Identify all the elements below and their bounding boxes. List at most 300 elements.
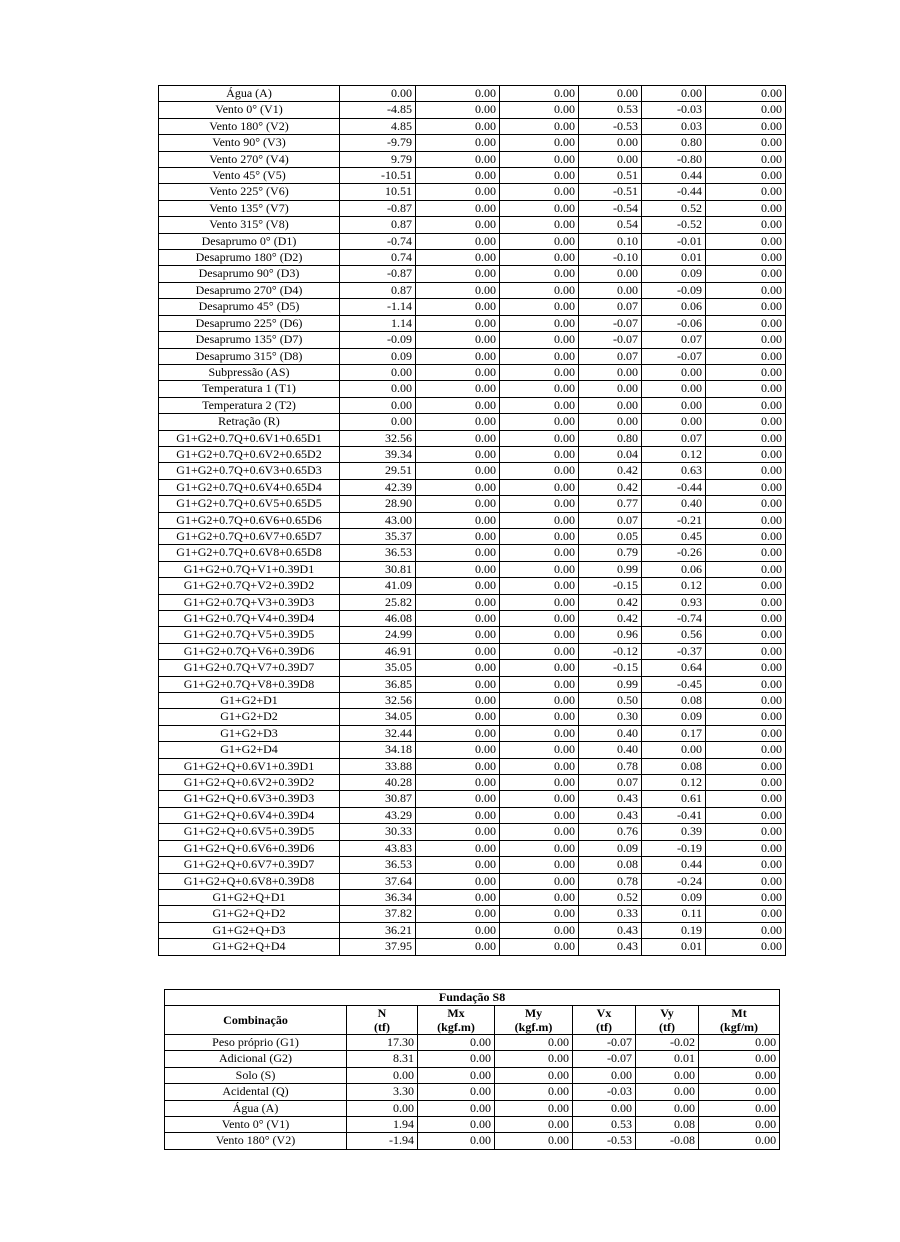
value-cell: 0.00 — [418, 1133, 495, 1149]
value-cell: 0.43 — [579, 922, 642, 938]
value-cell: 29.51 — [340, 463, 416, 479]
value-cell: 0.00 — [706, 775, 786, 791]
combination-cell: G1+G2+Q+D3 — [159, 922, 340, 938]
value-cell: 0.00 — [500, 824, 579, 840]
value-cell: -0.19 — [642, 840, 706, 856]
value-cell: -0.07 — [579, 315, 642, 331]
table-row — [159, 315, 786, 331]
value-cell: 0.00 — [416, 86, 500, 102]
value-cell: 0.00 — [416, 348, 500, 364]
table-row — [159, 676, 786, 692]
table-row — [159, 348, 786, 364]
value-cell: 0.40 — [642, 496, 706, 512]
value-cell: 0.00 — [416, 479, 500, 495]
table-body — [165, 1035, 780, 1150]
value-cell: 36.34 — [340, 889, 416, 905]
value-cell: 0.00 — [642, 414, 706, 430]
value-cell: 0.00 — [416, 151, 500, 167]
value-cell: 0.00 — [706, 348, 786, 364]
table-row — [159, 873, 786, 889]
combination-cell: Vento 0° (V1) — [159, 102, 340, 118]
value-cell: 0.09 — [642, 709, 706, 725]
table-row — [159, 430, 786, 446]
value-cell: 0.00 — [500, 397, 579, 413]
value-cell: 0.17 — [642, 725, 706, 741]
value-cell: 0.11 — [642, 906, 706, 922]
value-cell: 0.00 — [706, 168, 786, 184]
value-cell: 0.00 — [500, 578, 579, 594]
table-row — [159, 217, 786, 233]
value-cell: 0.00 — [706, 430, 786, 446]
value-cell: 0.00 — [706, 102, 786, 118]
value-cell: 0.00 — [416, 561, 500, 577]
value-cell: 0.52 — [642, 200, 706, 216]
value-cell: 3.30 — [347, 1084, 418, 1100]
value-cell: 0.00 — [416, 873, 500, 889]
combination-cell: G1+G2+0.7Q+0.6V4+0.65D4 — [159, 479, 340, 495]
table-row — [159, 397, 786, 413]
value-cell: 0.00 — [500, 660, 579, 676]
table-row — [159, 463, 786, 479]
table-row — [159, 151, 786, 167]
value-cell: 0.99 — [579, 561, 642, 577]
value-cell: 0.00 — [699, 1084, 780, 1100]
value-cell: 0.96 — [579, 627, 642, 643]
combination-cell: Temperatura 1 (T1) — [159, 381, 340, 397]
table-row — [159, 282, 786, 298]
value-cell: 0.42 — [579, 611, 642, 627]
value-cell: 0.12 — [642, 775, 706, 791]
value-cell: 30.87 — [340, 791, 416, 807]
value-cell: 39.34 — [340, 446, 416, 462]
combination-cell: Vento 225° (V6) — [159, 184, 340, 200]
combination-cell: G1+G2+0.7Q+V8+0.39D8 — [159, 676, 340, 692]
value-cell: 36.85 — [340, 676, 416, 692]
table-row — [159, 266, 786, 282]
value-cell: 0.00 — [706, 250, 786, 266]
combination-cell: G1+G2+0.7Q+0.6V8+0.65D8 — [159, 545, 340, 561]
value-cell: 0.07 — [579, 775, 642, 791]
value-cell: 0.00 — [500, 627, 579, 643]
value-cell: 0.00 — [706, 627, 786, 643]
value-cell: 0.06 — [642, 299, 706, 315]
value-cell: 0.99 — [579, 676, 642, 692]
value-cell: 36.53 — [340, 545, 416, 561]
value-cell: 0.50 — [579, 693, 642, 709]
value-cell: 0.00 — [495, 1067, 573, 1083]
value-cell: -0.53 — [573, 1133, 636, 1149]
value-cell: 0.12 — [642, 578, 706, 594]
value-cell: 0.80 — [579, 430, 642, 446]
value-cell: 0.00 — [495, 1133, 573, 1149]
value-cell: 0.00 — [706, 545, 786, 561]
value-cell: 0.00 — [416, 775, 500, 791]
value-cell: 0.00 — [706, 594, 786, 610]
value-cell: 0.00 — [699, 1051, 780, 1067]
table-row — [159, 709, 786, 725]
combination-cell: G1+G2+Q+0.6V5+0.39D5 — [159, 824, 340, 840]
value-cell: -0.54 — [579, 200, 642, 216]
table-row — [159, 807, 786, 823]
value-cell: 0.00 — [500, 118, 579, 134]
value-cell: 0.00 — [416, 857, 500, 873]
value-cell: 0.00 — [636, 1100, 699, 1116]
table-row — [159, 446, 786, 462]
value-cell: 0.00 — [416, 233, 500, 249]
value-cell: 0.00 — [706, 807, 786, 823]
value-cell: 0.00 — [416, 397, 500, 413]
value-cell: 0.30 — [579, 709, 642, 725]
value-cell: 0.00 — [706, 611, 786, 627]
value-cell: 0.00 — [706, 332, 786, 348]
value-cell: 0.53 — [579, 102, 642, 118]
value-cell: 0.00 — [418, 1100, 495, 1116]
value-cell: -0.09 — [340, 332, 416, 348]
value-cell: 0.00 — [416, 594, 500, 610]
combination-cell: Vento 270° (V4) — [159, 151, 340, 167]
value-cell: 24.99 — [340, 627, 416, 643]
table-row — [165, 1051, 780, 1067]
value-cell: 0.40 — [579, 725, 642, 741]
combination-cell: G1+G2+D1 — [159, 693, 340, 709]
value-cell: 0.00 — [706, 693, 786, 709]
value-cell: -0.44 — [642, 479, 706, 495]
value-cell: 0.00 — [706, 381, 786, 397]
value-cell: 0.00 — [416, 135, 500, 151]
value-cell: 0.00 — [706, 709, 786, 725]
value-cell: 0.08 — [579, 857, 642, 873]
combination-cell: G1+G2+0.7Q+0.6V1+0.65D1 — [159, 430, 340, 446]
column-header-mx: Mx (kgf.m) — [418, 1006, 495, 1035]
value-cell: 0.00 — [579, 397, 642, 413]
table-row — [159, 102, 786, 118]
table-row — [165, 1084, 780, 1100]
value-cell: 0.08 — [636, 1117, 699, 1133]
column-header-combinacao: Combinação — [165, 1006, 347, 1035]
combination-cell: Vento 45° (V5) — [159, 168, 340, 184]
combination-cell: Desaprumo 270° (D4) — [159, 282, 340, 298]
value-cell: 0.39 — [642, 824, 706, 840]
value-cell: 0.00 — [500, 840, 579, 856]
column-header-my: My (kgf.m) — [495, 1006, 573, 1035]
value-cell: 0.00 — [347, 1067, 418, 1083]
table-row — [159, 381, 786, 397]
value-cell: 30.33 — [340, 824, 416, 840]
value-cell: 0.00 — [418, 1067, 495, 1083]
combination-cell: Peso próprio (G1) — [165, 1035, 347, 1051]
value-cell: 0.00 — [500, 857, 579, 873]
value-cell: 0.00 — [642, 742, 706, 758]
value-cell: 0.00 — [500, 217, 579, 233]
value-cell: 0.00 — [706, 463, 786, 479]
value-cell: 0.00 — [500, 939, 579, 955]
value-cell: 0.00 — [706, 643, 786, 659]
value-cell: 0.00 — [500, 315, 579, 331]
value-cell: -0.07 — [573, 1051, 636, 1067]
value-cell: 0.00 — [416, 102, 500, 118]
combinations-table-continued — [158, 85, 786, 956]
value-cell: 0.00 — [706, 840, 786, 856]
table-row — [159, 86, 786, 102]
value-cell: 0.00 — [416, 693, 500, 709]
value-cell: 36.21 — [340, 922, 416, 938]
value-cell: 0.00 — [500, 151, 579, 167]
value-cell: -0.07 — [573, 1035, 636, 1051]
value-cell: -0.74 — [340, 233, 416, 249]
table-row — [159, 824, 786, 840]
value-cell: 0.00 — [706, 742, 786, 758]
value-cell: -0.80 — [642, 151, 706, 167]
value-cell: 0.00 — [500, 184, 579, 200]
table-row — [159, 906, 786, 922]
value-cell: 0.53 — [573, 1117, 636, 1133]
value-cell: 10.51 — [340, 184, 416, 200]
combination-cell: Desaprumo 225° (D6) — [159, 315, 340, 331]
value-cell: 0.00 — [500, 299, 579, 315]
combination-cell: Vento 0° (V1) — [165, 1117, 347, 1133]
combination-cell: Água (A) — [165, 1100, 347, 1116]
value-cell: 0.77 — [579, 496, 642, 512]
combination-cell: G1+G2+D2 — [159, 709, 340, 725]
table-row — [159, 725, 786, 741]
table-row — [165, 1067, 780, 1083]
value-cell: 0.00 — [500, 233, 579, 249]
value-cell: 1.94 — [347, 1117, 418, 1133]
table-body — [159, 86, 786, 956]
value-cell: 0.00 — [706, 758, 786, 774]
value-cell: 0.00 — [416, 676, 500, 692]
value-cell: 0.00 — [500, 381, 579, 397]
value-cell: 0.00 — [699, 1133, 780, 1149]
value-cell: -0.26 — [642, 545, 706, 561]
value-cell: 0.00 — [706, 939, 786, 955]
value-cell: 0.00 — [500, 282, 579, 298]
value-cell: 0.43 — [579, 939, 642, 955]
combination-cell: Vento 315° (V8) — [159, 217, 340, 233]
value-cell: 0.00 — [500, 693, 579, 709]
value-cell: -0.44 — [642, 184, 706, 200]
column-header-vx: Vx (tf) — [573, 1006, 636, 1035]
value-cell: 0.00 — [500, 463, 579, 479]
value-cell: 0.00 — [706, 217, 786, 233]
table-row — [159, 857, 786, 873]
value-cell: 0.00 — [495, 1051, 573, 1067]
value-cell: 0.00 — [706, 578, 786, 594]
value-cell: -0.87 — [340, 266, 416, 282]
combination-cell: G1+G2+Q+0.6V8+0.39D8 — [159, 873, 340, 889]
combination-cell: G1+G2+0.7Q+V1+0.39D1 — [159, 561, 340, 577]
value-cell: 0.00 — [416, 496, 500, 512]
combination-cell: G1+G2+0.7Q+0.6V6+0.65D6 — [159, 512, 340, 528]
value-cell: 0.00 — [706, 906, 786, 922]
value-cell: 0.12 — [642, 446, 706, 462]
value-cell: 34.18 — [340, 742, 416, 758]
value-cell: 40.28 — [340, 775, 416, 791]
value-cell: 0.00 — [340, 364, 416, 380]
value-cell: 1.14 — [340, 315, 416, 331]
combination-cell: Desaprumo 315° (D8) — [159, 348, 340, 364]
value-cell: -1.94 — [347, 1133, 418, 1149]
value-cell: 0.00 — [706, 184, 786, 200]
value-cell: 0.93 — [642, 594, 706, 610]
combination-cell: Desaprumo 180° (D2) — [159, 250, 340, 266]
combination-cell: G1+G2+Q+0.6V6+0.39D6 — [159, 840, 340, 856]
value-cell: 0.00 — [416, 414, 500, 430]
value-cell: -0.10 — [579, 250, 642, 266]
value-cell: 0.00 — [500, 496, 579, 512]
value-cell: 0.00 — [579, 86, 642, 102]
value-cell: 0.00 — [416, 332, 500, 348]
value-cell: 0.00 — [418, 1051, 495, 1067]
value-cell: 0.06 — [642, 561, 706, 577]
value-cell: 0.00 — [500, 512, 579, 528]
value-cell: 0.80 — [642, 135, 706, 151]
table-row — [159, 627, 786, 643]
table-row — [159, 840, 786, 856]
value-cell: 0.61 — [642, 791, 706, 807]
combination-cell: Desaprumo 135° (D7) — [159, 332, 340, 348]
value-cell: 0.00 — [500, 266, 579, 282]
value-cell: 0.00 — [416, 250, 500, 266]
value-cell: 0.00 — [706, 397, 786, 413]
value-cell: 0.00 — [706, 512, 786, 528]
value-cell: 0.00 — [706, 151, 786, 167]
value-cell: 0.00 — [500, 758, 579, 774]
combination-cell: Acidental (Q) — [165, 1084, 347, 1100]
value-cell: 0.00 — [500, 86, 579, 102]
value-cell: 0.00 — [706, 561, 786, 577]
value-cell: 0.00 — [416, 627, 500, 643]
value-cell: 0.42 — [579, 479, 642, 495]
combination-cell: G1+G2+Q+D1 — [159, 889, 340, 905]
value-cell: 0.42 — [579, 463, 642, 479]
value-cell: -0.02 — [636, 1035, 699, 1051]
value-cell: 0.07 — [579, 299, 642, 315]
value-cell: 0.00 — [416, 660, 500, 676]
value-cell: 0.00 — [699, 1117, 780, 1133]
value-cell: 0.00 — [706, 889, 786, 905]
value-cell: 0.00 — [500, 545, 579, 561]
value-cell: 0.00 — [573, 1100, 636, 1116]
combination-cell: Desaprumo 90° (D3) — [159, 266, 340, 282]
combination-cell: Retração (R) — [159, 414, 340, 430]
combination-cell: G1+G2+0.7Q+V2+0.39D2 — [159, 578, 340, 594]
table-row — [159, 545, 786, 561]
value-cell: 0.00 — [500, 725, 579, 741]
table-row — [165, 1133, 780, 1149]
value-cell: 0.00 — [500, 135, 579, 151]
value-cell: 0.19 — [642, 922, 706, 938]
value-cell: 0.43 — [579, 807, 642, 823]
value-cell: 37.64 — [340, 873, 416, 889]
table-row — [159, 184, 786, 200]
table-row — [159, 611, 786, 627]
combination-cell: G1+G2+Q+D2 — [159, 906, 340, 922]
value-cell: 0.00 — [500, 775, 579, 791]
value-cell: 0.09 — [340, 348, 416, 364]
value-cell: 0.00 — [500, 906, 579, 922]
value-cell: 0.00 — [416, 528, 500, 544]
combination-cell: G1+G2+0.7Q+0.6V3+0.65D3 — [159, 463, 340, 479]
value-cell: 0.00 — [347, 1100, 418, 1116]
combination-cell: Água (A) — [159, 86, 340, 102]
value-cell: 34.05 — [340, 709, 416, 725]
value-cell: 0.00 — [706, 233, 786, 249]
column-header-n: N (tf) — [347, 1006, 418, 1035]
value-cell: 0.00 — [500, 332, 579, 348]
value-cell: -0.51 — [579, 184, 642, 200]
value-cell: 0.54 — [579, 217, 642, 233]
value-cell: 0.00 — [579, 381, 642, 397]
value-cell: 0.00 — [416, 578, 500, 594]
combination-cell: G1+G2+0.7Q+V7+0.39D7 — [159, 660, 340, 676]
value-cell: 0.00 — [416, 118, 500, 134]
value-cell: 0.00 — [706, 791, 786, 807]
value-cell: 0.00 — [706, 315, 786, 331]
table-row — [159, 775, 786, 791]
value-cell: 0.00 — [495, 1084, 573, 1100]
value-cell: -10.51 — [340, 168, 416, 184]
combination-cell: G1+G2+0.7Q+V4+0.39D4 — [159, 611, 340, 627]
combination-cell: G1+G2+Q+0.6V7+0.39D7 — [159, 857, 340, 873]
value-cell: 0.00 — [500, 250, 579, 266]
table-row — [159, 561, 786, 577]
combination-cell: G1+G2+Q+0.6V4+0.39D4 — [159, 807, 340, 823]
value-cell: 0.00 — [642, 397, 706, 413]
table-row — [159, 496, 786, 512]
table-row — [159, 364, 786, 380]
table-row — [159, 594, 786, 610]
table-row — [159, 742, 786, 758]
value-cell: -9.79 — [340, 135, 416, 151]
value-cell: -0.07 — [579, 332, 642, 348]
value-cell: 0.00 — [642, 86, 706, 102]
value-cell: 0.00 — [416, 446, 500, 462]
value-cell: 0.00 — [500, 807, 579, 823]
value-cell: 0.00 — [706, 528, 786, 544]
value-cell: 0.00 — [706, 299, 786, 315]
value-cell: 0.00 — [416, 922, 500, 938]
value-cell: 0.00 — [706, 676, 786, 692]
value-cell: 0.00 — [706, 86, 786, 102]
value-cell: -0.15 — [579, 578, 642, 594]
value-cell: 0.00 — [416, 315, 500, 331]
value-cell: 0.00 — [416, 840, 500, 856]
value-cell: 0.00 — [495, 1035, 573, 1051]
value-cell: 0.00 — [416, 742, 500, 758]
value-cell: 0.00 — [642, 364, 706, 380]
combination-cell: Vento 180° (V2) — [159, 118, 340, 134]
value-cell: -0.08 — [636, 1133, 699, 1149]
value-cell: 0.44 — [642, 168, 706, 184]
value-cell: 0.00 — [416, 217, 500, 233]
value-cell: 0.43 — [579, 791, 642, 807]
value-cell: -0.12 — [579, 643, 642, 659]
value-cell: 0.00 — [416, 512, 500, 528]
value-cell: 0.00 — [500, 594, 579, 610]
value-cell: 0.00 — [495, 1100, 573, 1116]
table-row — [159, 791, 786, 807]
value-cell: 0.00 — [416, 545, 500, 561]
table-row — [159, 758, 786, 774]
value-cell: 0.00 — [706, 824, 786, 840]
table-row — [159, 922, 786, 938]
value-cell: 0.04 — [579, 446, 642, 462]
table-row — [159, 578, 786, 594]
value-cell: 9.79 — [340, 151, 416, 167]
value-cell: 0.00 — [500, 168, 579, 184]
value-cell: -0.21 — [642, 512, 706, 528]
